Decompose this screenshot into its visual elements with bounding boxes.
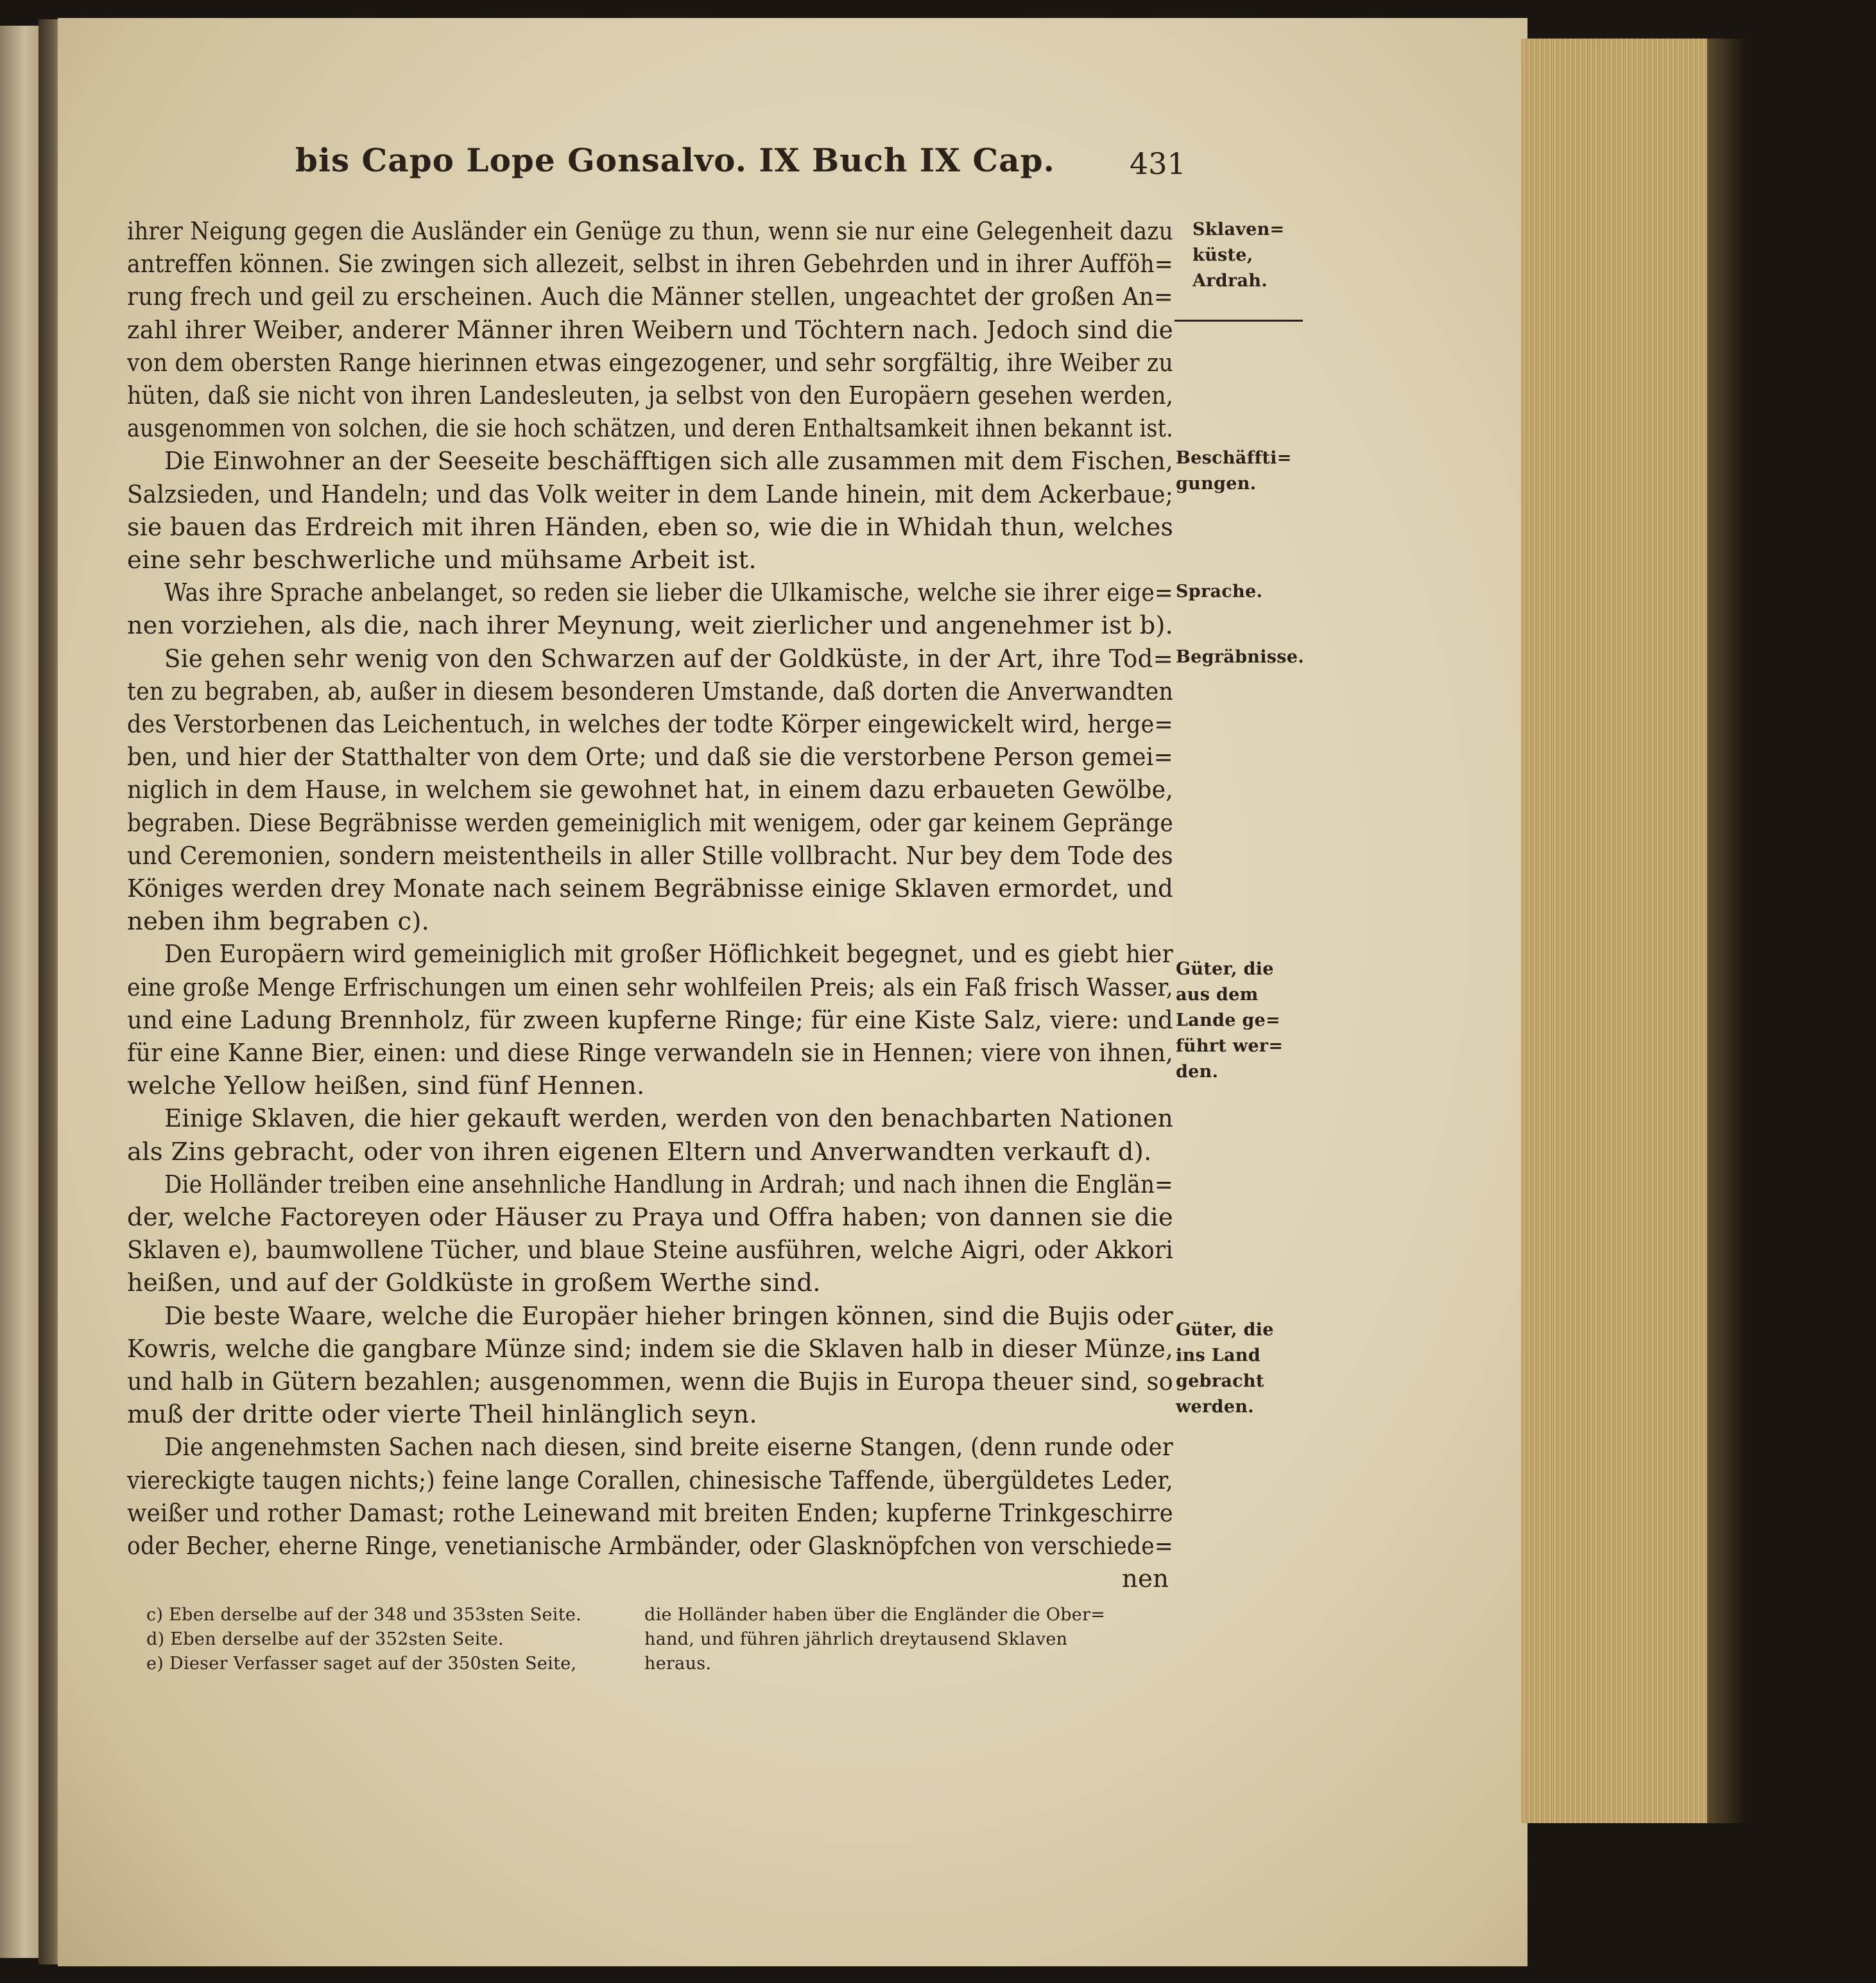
footnote-line: d) Eben derselbe auf der 352sten Seite.: [146, 1629, 504, 1649]
body-line: weißer und rother Damast; rothe Leinewand mit breiten Enden; kupferne Trinkgeschirre: [127, 1498, 1174, 1528]
body-line: Sie gehen sehr wenig von den Schwarzen auf der Goldküste, in der Art, ihre Tod=: [164, 644, 1174, 673]
body-line: nen: [1122, 1564, 1169, 1594]
body-line: oder Becher, eherne Ringe, venetianische Armbänder, oder Glasknöpfchen von verschiede=: [127, 1532, 1173, 1561]
body-line: rung frech und geil zu erscheinen. Auch die Männer stellen, ungeachtet der großen An=: [127, 282, 1174, 312]
body-line: Salzsieden, und Handeln; und das Volk weiter in dem Lande hinein, mit dem Ackerbaue;: [127, 480, 1174, 509]
sidenote-line: ins Land: [1176, 1346, 1261, 1365]
body-line: Was ihre Sprache anbelanget, so reden sie lieber die Ulkamische, welche sie ihrer eige=: [164, 578, 1173, 608]
sidenote-line: Güter, die: [1176, 1320, 1274, 1340]
body-line: hüten, daß sie nicht von ihren Landesleuten, ja selbst von den Europäern gesehen werden,: [127, 381, 1174, 410]
body-line: nen vorziehen, als die, nach ihrer Meynung, weit zierlicher und angenehmer ist b).: [127, 611, 1173, 641]
body-line: zahl ihrer Weiber, anderer Männer ihren Weibern und Töchtern nach. Jedoch sind die: [127, 315, 1173, 345]
body-line: Sklaven e), baumwollene Tücher, und blaue Steine ausführen, welche Aigri, oder Akkori: [127, 1236, 1174, 1265]
sidenote-line: Sprache.: [1176, 582, 1263, 602]
body-line: Die angenehmsten Sachen nach diesen, sind breite eiserne Stangen, (denn runde oder: [164, 1433, 1173, 1462]
body-line: antreffen können. Sie zwingen sich allezeit, selbst in ihren Gebehrden und in ihrer Aufföh=: [127, 250, 1174, 279]
body-line: des Verstorbenen das Leichentuch, in welches der todte Körper eingewickelt wird, herge=: [127, 710, 1173, 739]
body-line: viereckigte taugen nichts;) feine lange Corallen, chinesische Taffende, übergüldetes Leder,: [127, 1466, 1173, 1495]
sidenote-line: gungen.: [1176, 474, 1257, 494]
sidenote-line: Lande ge=: [1176, 1010, 1280, 1030]
sidenote-line: führt wer=: [1176, 1036, 1284, 1056]
body-line: Königes werden drey Monate nach seinem Begräbnisse einige Sklaven ermordet, und: [127, 874, 1174, 903]
body-line: ten zu begraben, ab, außer in diesem besonderen Umstande, daß dorten die Anverwandten: [127, 677, 1174, 706]
body-line: Die Holländer treiben eine ansehnliche Handlung in Ardrah; und nach ihnen die Englän=: [164, 1170, 1173, 1199]
body-line: und Ceremonien, sondern meistentheils in aller Stille vollbracht. Nur bey dem Tode des: [127, 841, 1173, 870]
body-line: der, welche Factoreyen oder Häuser zu Praya und Offra haben; von dannen sie die: [127, 1203, 1173, 1232]
body-line: welche Yellow heißen, sind fünf Hennen.: [127, 1071, 645, 1101]
body-line: Den Europäern wird gemeiniglich mit großer Höflichkeit begegnet, und es giebt hier: [164, 940, 1173, 969]
body-line: ausgenommen von solchen, die sie hoch schätzen, und deren Enthaltsamkeit ihnen bekannt ist.: [127, 414, 1173, 444]
page-number: 431: [1130, 146, 1186, 181]
body-line: Die beste Waare, welche die Europäer hieher bringen können, sind die Bujis oder: [164, 1301, 1173, 1331]
body-line: von dem obersten Range hierinnen etwas eingezogener, und sehr sorgfältig, ihre Weiber zu: [127, 348, 1174, 377]
sidenote-line: werden.: [1176, 1397, 1254, 1417]
footnote-line: die Holländer haben über die Engländer die Ober=: [644, 1605, 1106, 1625]
sidenote-line: Beschäffti=: [1176, 448, 1292, 468]
footnote-line: heraus.: [644, 1654, 712, 1674]
body-line: und eine Ladung Brennholz, für zween kupferne Ringe; für eine Kiste Salz, viere: und: [127, 1005, 1173, 1035]
sidenote-line: Ardrah.: [1192, 271, 1268, 291]
body-line: Kowris, welche die gangbare Münze sind; indem sie die Sklaven halb in dieser Münze,: [127, 1334, 1173, 1364]
body-line: für eine Kanne Bier, einen: und diese Ringe verwandeln sie in Hennen; viere von ihnen,: [127, 1039, 1174, 1068]
page-block-edge: [1521, 39, 1717, 1823]
body-line: niglich in dem Hause, in welchem sie gewohnet hat, in einem dazu erbaueten Gewölbe,: [127, 775, 1174, 805]
body-line: und halb in Gütern bezahlen; ausgenommen, wenn die Bujis in Europa theuer sind, so: [127, 1367, 1174, 1396]
sidenote-line: aus dem: [1176, 985, 1259, 1005]
sidenote-line: Güter, die: [1176, 959, 1274, 979]
sidenote-line: Sklaven=: [1192, 220, 1285, 239]
sidenote-line: küste,: [1192, 245, 1253, 265]
body-line: eine große Menge Erfrischungen um einen sehr wohlfeilen Preis; als ein Faß frisch Wasser,: [127, 973, 1173, 1002]
footnote-line: hand, und führen jährlich dreytausend Sklaven: [644, 1629, 1068, 1649]
footnote-line: c) Eben derselbe auf der 348 und 353sten Seite.: [146, 1605, 582, 1625]
footnote-line: e) Dieser Verfasser saget auf der 350sten Seite,: [146, 1654, 577, 1674]
body-line: Einige Sklaven, die hier gekauft werden, werden von den benachbarten Nationen: [164, 1104, 1173, 1134]
body-line: als Zins gebracht, oder von ihren eigenen Eltern und Anverwandten verkauft d).: [127, 1137, 1152, 1166]
sidenote-line: den.: [1176, 1062, 1219, 1082]
body-line: muß der dritte oder vierte Theil hinlänglich seyn.: [127, 1400, 757, 1430]
sidenote-line: Begräbnisse.: [1176, 647, 1304, 667]
body-line: ben, und hier der Statthalter von dem Orte; und daß sie die verstorbene Person gemei=: [127, 743, 1173, 772]
body-line: ihrer Neigung gegen die Ausländer ein Genüge zu thun, wenn sie nur eine Gelegenheit dazu: [127, 217, 1173, 246]
sidenote-line: gebracht: [1176, 1371, 1264, 1391]
running-head: bis Capo Lope Gonsalvo. IX Buch IX Cap.: [295, 141, 1055, 179]
page-block-shadow: [1707, 39, 1746, 1823]
body-line: eine sehr beschwerliche und mühsame Arbeit ist.: [127, 546, 757, 575]
body-line: heißen, und auf der Goldküste in großem Werthe sind.: [127, 1269, 821, 1298]
body-line: sie bauen das Erdreich mit ihren Händen, eben so, wie die in Whidah thun, welches: [127, 512, 1174, 542]
body-line: neben ihm begraben c).: [127, 907, 430, 937]
body-line: Die Einwohner an der Seeseite beschäfftigen sich alle zusammen mit dem Fischen,: [164, 447, 1174, 476]
sidenote-bracket: [1175, 320, 1303, 322]
body-line: begraben. Diese Begräbnisse werden gemeiniglich mit wenigem, oder gar keinem Gepränge: [127, 808, 1173, 838]
